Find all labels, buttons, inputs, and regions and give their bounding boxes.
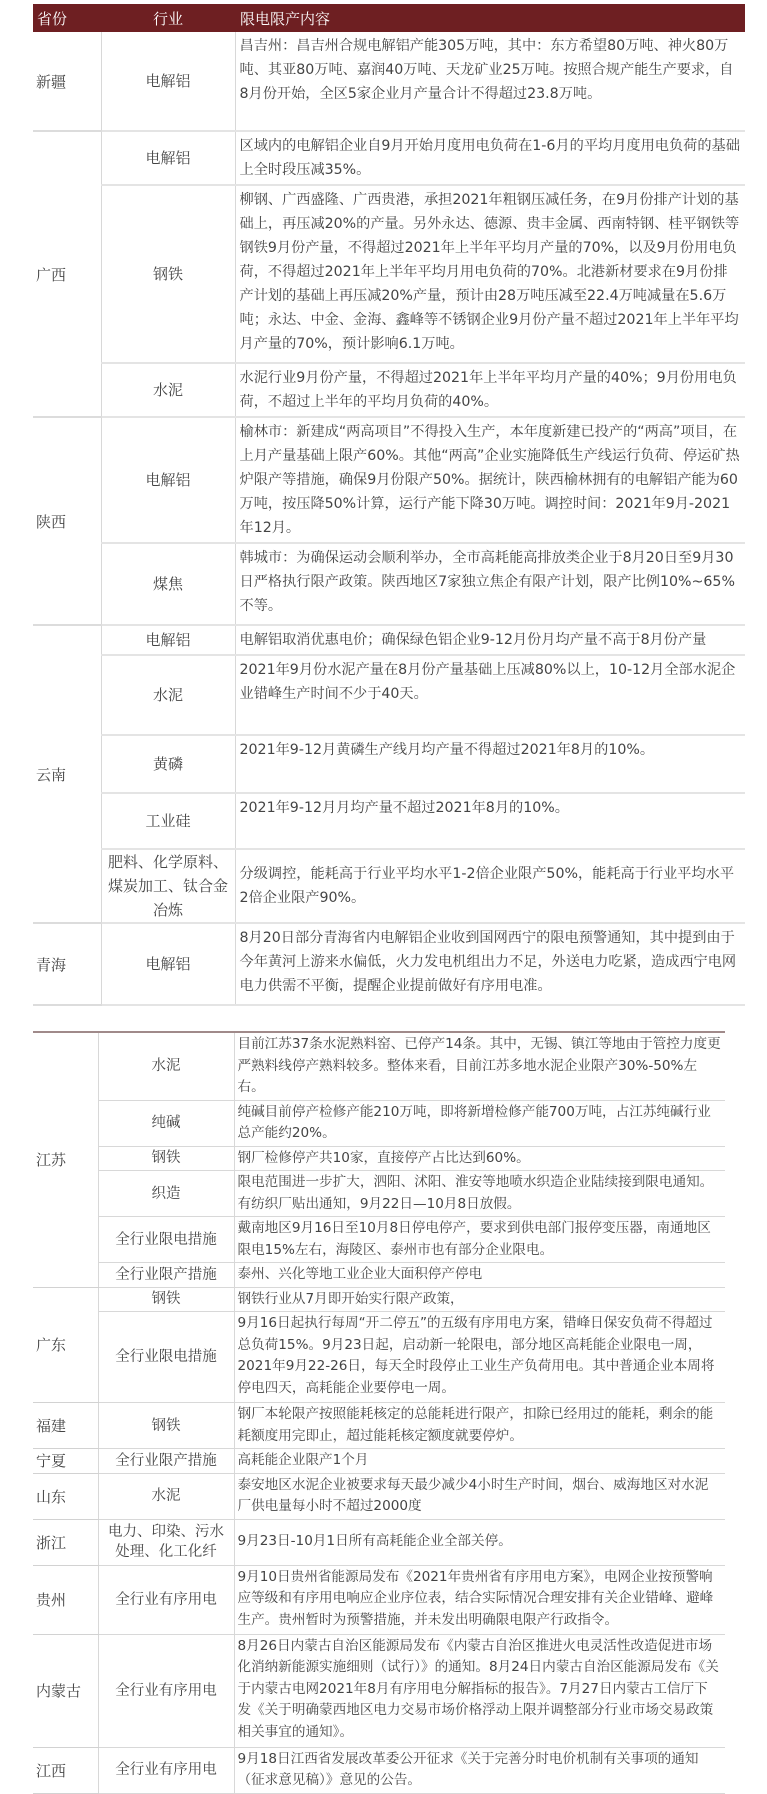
industry-cell: 纯碱 [98, 1100, 234, 1146]
industry-cell: 电解铝 [101, 417, 235, 543]
table-row [33, 655, 745, 735]
content-cell: 纯碱目前停产检修产能210万吨，即将新增检修产能700万吨，占江苏纯碱行业总产能约20%。 [234, 1100, 725, 1146]
content-cell: 2021年9-12月黄磷生产线月均产量不得超过2021年8月的10%。 [235, 735, 745, 793]
province-cell: 江西 [33, 1747, 98, 1793]
content-cell: 9月10日贵州省能源局发布《2021年贵州省有序用电方案》，电网企业按预警响应等级和有序用电响应企业序位表，结合实际情况合理安排有关企业错峰、避峰生产。贵州暂时为预警措施，并未发出明确限电限产行政指令。 [234, 1565, 725, 1634]
power-restriction-table-part2 [33, 1031, 725, 1794]
table-row [33, 849, 745, 923]
power-restriction-table-part1 [33, 4, 745, 1006]
content-cell: 分级调控，能耗高于行业平均水平1-2倍企业限产50%，能耗高于行业平均水平2倍企业限产90%。 [235, 849, 745, 923]
industry-cell: 水泥 [98, 1473, 234, 1519]
table-row [33, 1473, 725, 1519]
table-row [33, 417, 745, 543]
province-cell: 陕西 [33, 417, 101, 625]
table-row [33, 543, 745, 625]
industry-cell: 织造 [98, 1171, 234, 1217]
industry-cell: 工业硅 [101, 793, 235, 849]
content-cell: 泰安地区水泥企业被要求每天最少减少4小时生产时间，烟台、威海地区对水泥厂供电量每小时不超过2000度 [234, 1473, 725, 1519]
industry-cell: 钢铁 [98, 1403, 234, 1449]
industry-cell: 电解铝 [101, 131, 235, 185]
province-cell: 广西 [33, 131, 101, 417]
table-row [33, 185, 745, 363]
industry-cell: 全行业限产措施 [98, 1449, 234, 1474]
content-cell: 柳钢、广西盛隆、广西贵港，承担2021年粗钢压减任务，在9月份排产计划的基础上，再压减20%的产量。另外永达、德源、贵丰金属、西南特钢、桂平钢铁等钢铁9月份产量，不得超过2021年上半年平均月产量的70%，以及9月份用电负荷，不得超过2021年上半年平均月用电负荷的70%。北港新材要求在9月份排产计划的基础上再压减20%产量，预计由28万吨压减至22.4万吨减量在5.6万吨；永达、中金、金海、鑫峰等不锈钢企业9月份产量不超过2021年上半年平均月产量的70%，预计影响6.1万吨。 [235, 185, 745, 363]
industry-cell: 钢铁 [98, 1287, 234, 1312]
industry-cell: 全行业有序用电 [98, 1565, 234, 1634]
content-cell: 钢铁行业从7月即开始实行限产政策， [234, 1287, 725, 1312]
table-row [33, 363, 745, 417]
content-cell: 高耗能企业限产1个月 [234, 1449, 725, 1474]
industry-cell: 电力、印染、污水处理、化工化纤 [98, 1519, 234, 1565]
industry-cell: 全行业限电措施 [98, 1312, 234, 1403]
content-cell: 钢厂检修停产共10家，直接停产占比达到60%。 [234, 1146, 725, 1171]
industry-cell: 全行业限产措施 [98, 1263, 234, 1288]
province-cell: 新疆 [33, 32, 101, 131]
province-cell: 福建 [33, 1403, 98, 1449]
industry-cell: 全行业限电措施 [98, 1217, 234, 1263]
table-row [33, 1146, 725, 1171]
table-row [33, 1634, 725, 1747]
content-cell: 戴南地区9月16日至10月8日停电停产，要求到供电部门报停变压器，南通地区限电15%左右，海陵区、泰州市也有部分企业限电。 [234, 1217, 725, 1263]
industry-cell: 钢铁 [98, 1146, 234, 1171]
table-row [33, 1217, 725, 1263]
industry-cell: 水泥 [98, 1032, 234, 1100]
content-cell: 限电范围进一步扩大，泗阳、沭阳、淮安等地喷水织造企业陆续接到限电通知。有纺织厂贴出通知，9月22日—10月8日放假。 [234, 1171, 725, 1217]
industry-cell: 电解铝 [101, 32, 235, 131]
table-row [33, 735, 745, 793]
content-cell: 榆林市：新建成“两高项目”不得投入生产，本年度新建已投产的“两高”项目，在上月产量基础上限产60%。其他“两高”企业实施降低生产线运行负荷、停运矿热炉限产等措施，确保9月份限产50%。据统计，陕西榆林拥有的电解铝产能为60万吨，按压降50%计算，运行产能下降30万吨。调控时间：2021年9月-2021年12月。 [235, 417, 745, 543]
content-cell: 泰州、兴化等地工业企业大面积停产停电 [234, 1263, 725, 1288]
table-header-row [33, 4, 745, 32]
content-cell: 韩城市：为确保运动会顺利举办，全市高耗能高排放类企业于8月20日至9月30日严格执行限产政策。陕西地区7家独立焦企有限产计划，限产比例10%~65%不等。 [235, 543, 745, 625]
province-cell: 江苏 [33, 1032, 98, 1287]
content-cell: 2021年9月份水泥产量在8月份产量基础上压减80%以上，10-12月全部水泥企业错峰生产时间不少于40天。 [235, 655, 745, 735]
industry-cell: 钢铁 [101, 185, 235, 363]
industry-cell: 水泥 [101, 655, 235, 735]
province-cell: 贵州 [33, 1565, 98, 1634]
content-cell: 钢厂本轮限产按照能耗核定的总能耗进行限产，扣除已经用过的能耗，剩余的能耗额度用完即止，超过能耗核定额度就要停炉。 [234, 1403, 725, 1449]
table-row [33, 1032, 725, 1100]
header-province: 省份 [33, 4, 101, 32]
table-row [33, 923, 745, 1005]
table-row [33, 793, 745, 849]
province-cell: 内蒙古 [33, 1634, 98, 1747]
province-cell: 青海 [33, 923, 101, 1005]
table-row [33, 1519, 725, 1565]
content-cell: 电解铝取消优惠电价；确保绿色铝企业9-12月份月均产量不高于8月份产量 [235, 625, 745, 655]
industry-cell: 电解铝 [101, 923, 235, 1005]
table-row [33, 1263, 725, 1288]
industry-cell: 电解铝 [101, 625, 235, 655]
table-row [33, 625, 745, 655]
content-cell: 8月26日内蒙古自治区能源局发布《内蒙古自治区推进火电灵活性改造促进市场化消纳新能源实施细则（试行）》的通知。8月24日内蒙古自治区能源局发布《关于内蒙古电网2021年8月有序用电分解指标的报告》。7月27日内蒙古工信厅下发《关于明确蒙西地区电力交易市场价格浮动上限并调整部分行业市场交易政策相关事宜的通知》。 [234, 1634, 725, 1747]
industry-cell: 黄磷 [101, 735, 235, 793]
province-cell: 山东 [33, 1473, 98, 1519]
table-row [33, 1449, 725, 1474]
content-cell: 9月16日起执行每周“开二停五”的五级有序用电方案，错峰日保安负荷不得超过总负荷15%。9月23日起，启动新一轮限电，部分地区高耗能企业限电一周，2021年9月22-26日，每天全时段停止工业生产负荷用电。其中普通企业本周将停电四天，高耗能企业要停电一周。 [234, 1312, 725, 1403]
table-row [33, 1171, 725, 1217]
header-content: 限电限产内容 [235, 4, 745, 32]
industry-cell: 水泥 [101, 363, 235, 417]
province-cell: 浙江 [33, 1519, 98, 1565]
industry-cell: 煤焦 [101, 543, 235, 625]
table-row [33, 1100, 725, 1146]
content-cell: 9月18日江西省发展改革委公开征求《关于完善分时电价机制有关事项的通知（征求意见稿）》意见的公告。 [234, 1747, 725, 1793]
table-row [33, 1312, 725, 1403]
content-cell: 区域内的电解铝企业自9月开始月度用电负荷在1-6月的平均月度用电负荷的基础上全时段压减35%。 [235, 131, 745, 185]
content-cell: 2021年9-12月月均产量不超过2021年8月的10%。 [235, 793, 745, 849]
industry-cell: 肥料、化学原料、煤炭加工、钛合金冶炼 [101, 849, 235, 923]
header-industry: 行业 [101, 4, 235, 32]
content-cell: 目前江苏37条水泥熟料窑、已停产14条。其中，无锡、镇江等地由于管控力度更严熟料线停产熟料较多。整体来看，目前江苏多地水泥企业限产30%-50%左右。 [234, 1032, 725, 1100]
content-cell: 8月20日部分青海省内电解铝企业收到国网西宁的限电预警通知，其中提到由于今年黄河上游来水偏低，火力发电机组出力不足，外送电力吃紧，造成西宁电网电力供需不平衡，提醒企业提前做好有序用电准。 [235, 923, 745, 1005]
table-row [33, 1565, 725, 1634]
industry-cell: 全行业有序用电 [98, 1747, 234, 1793]
table-row [33, 32, 745, 131]
province-cell: 云南 [33, 625, 101, 923]
table-row [33, 1747, 725, 1793]
industry-cell: 全行业有序用电 [98, 1634, 234, 1747]
content-cell: 昌吉州：昌吉州合规电解铝产能305万吨，其中：东方希望80万吨、神火80万吨、其亚80万吨、嘉润40万吨、天龙矿业25万吨。按照合规产能生产要求，自8月份开始，全区5家企业月产量合计不得超过23.8万吨。 [235, 32, 745, 131]
province-cell: 宁夏 [33, 1449, 98, 1474]
content-cell: 水泥行业9月份产量，不得超过2021年上半年平均月产量的40%；9月份用电负荷，不超过上半年的平均月负荷的40%。 [235, 363, 745, 417]
table-row [33, 1287, 725, 1312]
table-row [33, 1403, 725, 1449]
table-row [33, 131, 745, 185]
province-cell: 广东 [33, 1287, 98, 1403]
content-cell: 9月23日-10月1日所有高耗能企业全部关停。 [234, 1519, 725, 1565]
